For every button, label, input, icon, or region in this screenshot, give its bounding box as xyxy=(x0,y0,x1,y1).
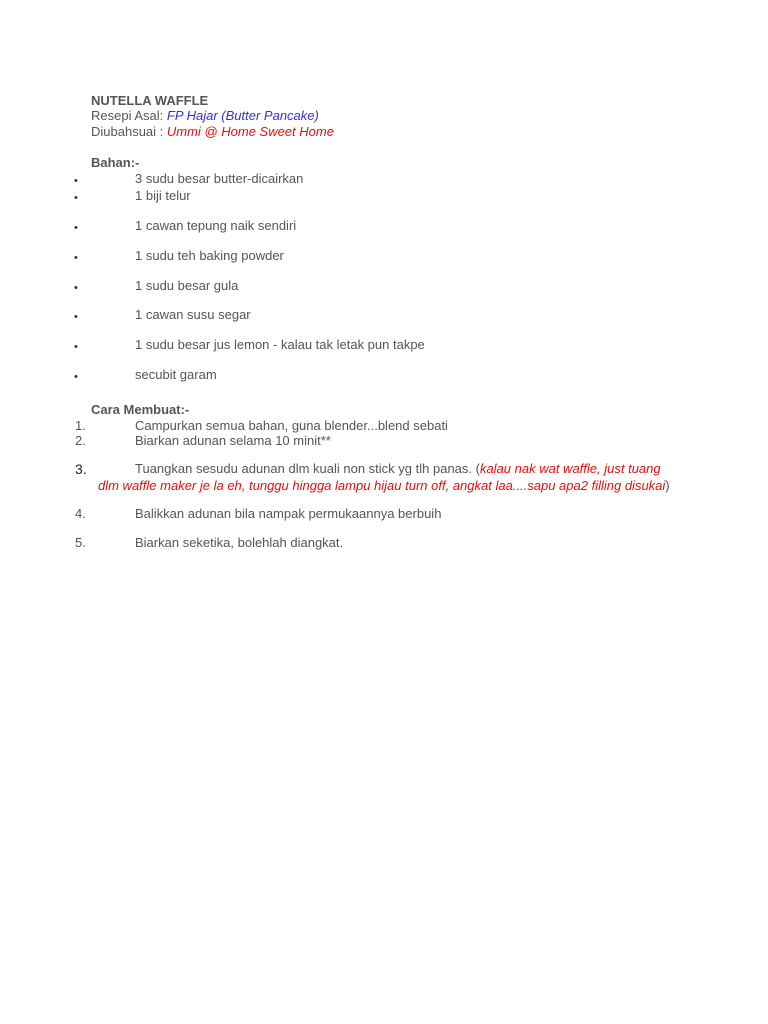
modified-line xyxy=(91,124,334,140)
step-note: dlm waffle maker je la eh, tunggu hingga lampu hijau turn off, angkat laa....sapu apa2 filling disukai xyxy=(98,478,666,493)
list-bullet: • xyxy=(74,175,78,187)
ingredient-item: 1 sudu besar jus lemon - kalau tak letak pun takpe xyxy=(135,337,425,352)
step-note: kalau nak wat waffle, just tuang xyxy=(479,461,661,476)
list-bullet: • xyxy=(74,341,78,353)
list-bullet: • xyxy=(74,222,78,234)
origin-label: Resepi Asal: xyxy=(91,108,167,123)
ingredient-item: 1 sudu besar gula xyxy=(135,278,239,293)
step-number: 3. xyxy=(75,461,87,477)
ingredients-heading: Bahan:- xyxy=(91,155,140,170)
step-number: 5. xyxy=(75,535,86,550)
ingredient-item: 1 biji telur xyxy=(135,188,191,203)
step-text-main: Tuangkan sesudu adunan dlm kuali non stick yg tlh panas. ( xyxy=(135,461,480,476)
origin-value: FP Hajar (Butter Pancake) xyxy=(166,108,319,123)
ingredient-item: 1 cawan susu segar xyxy=(135,307,251,322)
step-number: 1. xyxy=(75,418,86,433)
ingredient-item: 1 sudu teh baking powder xyxy=(135,248,284,263)
method-heading: Cara Membuat:- xyxy=(91,402,190,417)
step-text: Biarkan seketika, bolehlah diangkat. xyxy=(135,535,344,550)
list-bullet: • xyxy=(74,282,78,294)
step-text-continuation xyxy=(98,478,670,494)
step-text xyxy=(135,461,661,477)
recipe-title: NUTELLA WAFFLE xyxy=(91,93,209,108)
step-text: Balikkan adunan bila nampak permukaannya berbuih xyxy=(135,506,442,521)
modified-value: Ummi @ Home Sweet Home xyxy=(166,124,334,139)
list-bullet: • xyxy=(74,252,78,264)
step-note-close: ) xyxy=(665,478,670,493)
ingredient-item: 3 sudu besar butter-dicairkan xyxy=(135,171,304,186)
step-number: 2. xyxy=(75,433,86,448)
origin-line xyxy=(91,108,319,124)
ingredient-item: secubit garam xyxy=(135,367,217,382)
step-number: 4. xyxy=(75,506,86,521)
list-bullet: • xyxy=(74,311,78,323)
step-text: Biarkan adunan selama 10 minit** xyxy=(135,433,331,448)
step-text: Campurkan semua bahan, guna blender...blend sebati xyxy=(135,418,448,433)
ingredient-item: 1 cawan tepung naik sendiri xyxy=(135,218,297,233)
list-bullet: • xyxy=(74,192,78,204)
list-bullet: • xyxy=(74,371,78,383)
modified-label: Diubahsuai : xyxy=(91,124,167,139)
